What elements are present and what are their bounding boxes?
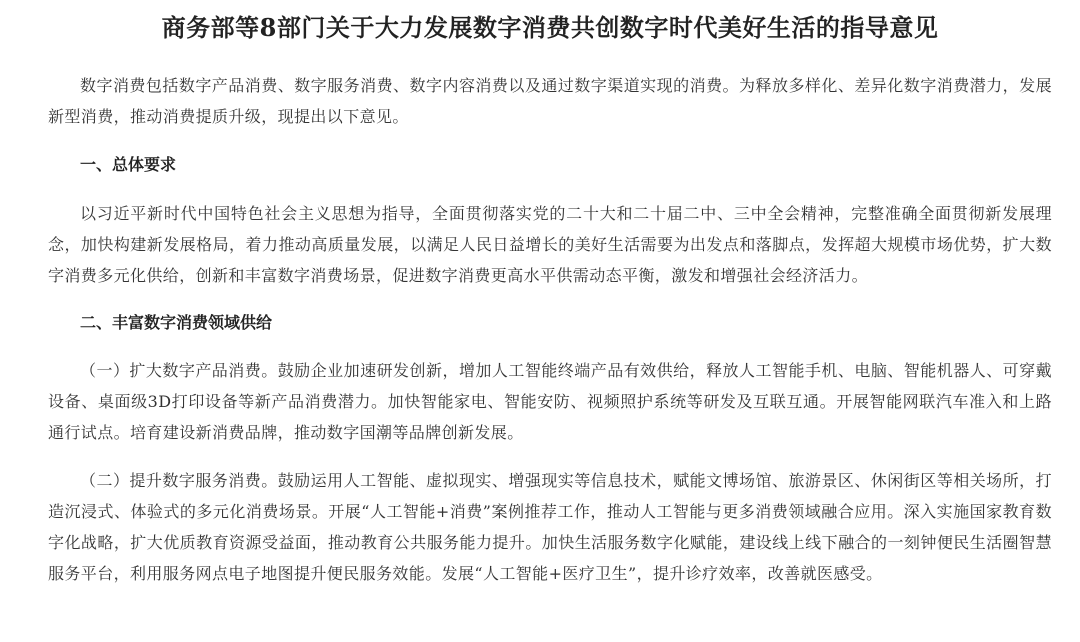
document-title: 商务部等8部门关于大力发展数字消费共创数字时代美好生活的指导意见 (161, 13, 939, 42)
section-1-paragraph: 以习近平新时代中国特色社会主义思想为指导，全面贯彻落实党的二十大和二十届二中、三中全会精神，完整准确全面贯彻新发展理念，加快构建新发展格局，着力推动高质量发展，以满足人民日益增长的美好生活需要为出发点和落脚点，发挥超大规模市场优势，扩大数字消费多元化供给，创新和丰富数字消费场景，促进数字消费更高水平供需动态平衡，激发和增强社会经济活力。 (48, 204, 1052, 285)
intro-paragraph: 数字消费包括数字产品消费、数字服务消费、数字内容消费以及通过数字渠道实现的消费。为释放多样化、差异化数字消费潜力，发展新型消费，推动消费提质升级，现提出以下意见。 (48, 76, 1052, 126)
section-2-paragraph-digital-services: （二）提升数字服务消费。鼓励运用人工智能、虚拟现实、增强现实等信息技术，赋能文博场馆、旅游景区、休闲街区等相关场所，打造沉浸式、体验式的多元化消费场景。开展“人工智能+消费”案例推荐工作，推动人工智能与更多消费领域融合应用。深入实施国家教育数字化战略，扩大优质教育资源受益面，推动教育公共服务能力提升。加快生活服务数字化赋能，建设线上线下融合的一刻钟便民生活圈智慧服务平台，利用服务网点电子地图提升便民服务效能。发展“人工智能+医疗卫生”，提升诊疗效率，改善就医感受。 (48, 471, 1052, 583)
section-2-paragraph-digital-products: （一）扩大数字产品消费。鼓励企业加速研发创新，增加人工智能终端产品有效供给，释放人工智能手机、电脑、智能机器人、可穿戴设备、桌面级3D打印设备等新产品消费潜力。加快智能家电、智能安防、视频照护系统等研发及互联互通。开展智能网联汽车准入和上路通行试点。培育建设新消费品牌，推动数字国潮等品牌创新发展。 (48, 361, 1052, 442)
section-heading-enrich-supply: 二、丰富数字消费领域供给 (80, 313, 273, 332)
section-heading-general-requirements: 一、总体要求 (80, 155, 177, 174)
